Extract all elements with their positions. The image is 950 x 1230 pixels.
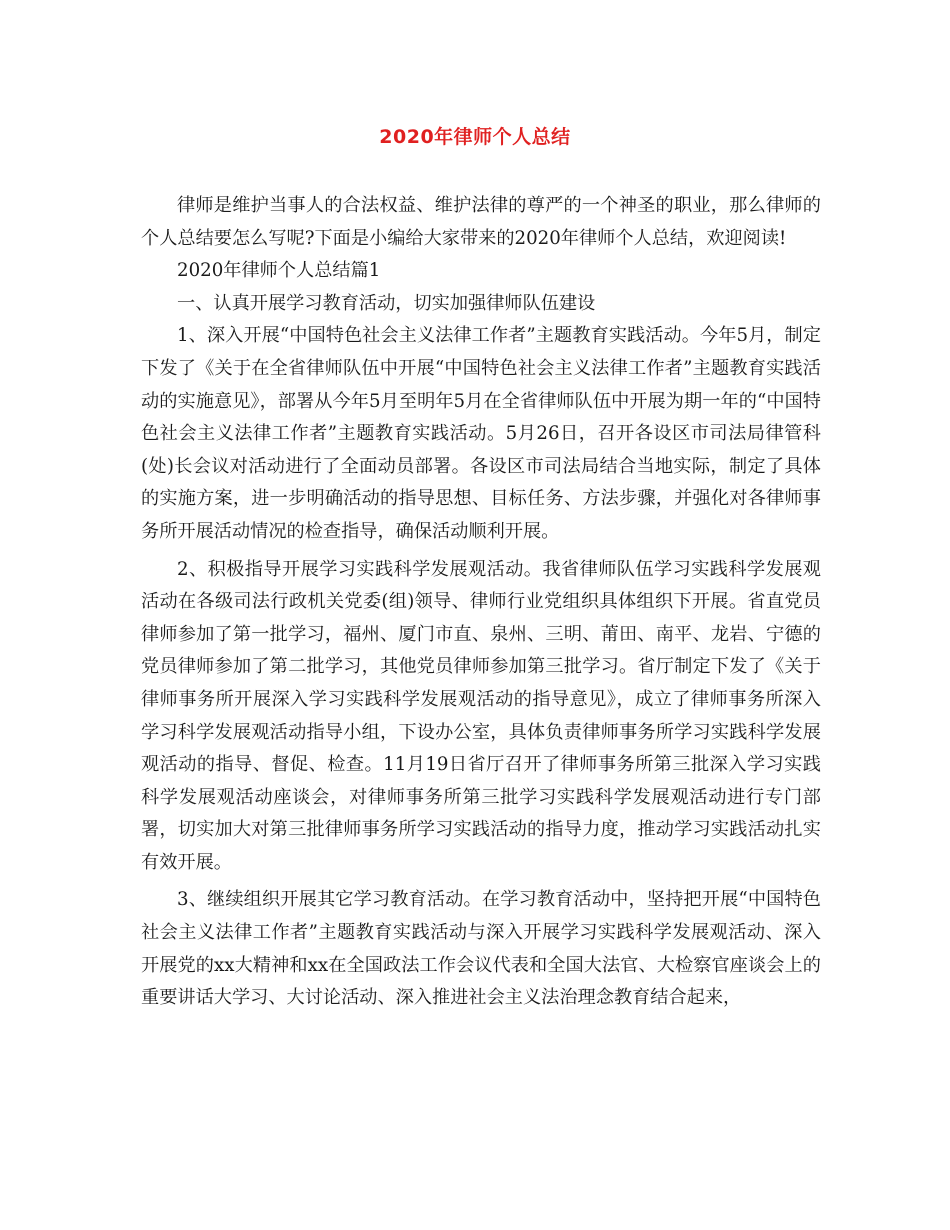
intro-paragraph: 律师是维护当事人的合法权益、维护法律的尊严的一个神圣的职业，那么律师的个人总结要怎么写呢?下面是小编给大家带来的2020年律师个人总结，欢迎阅读! bbox=[141, 195, 821, 249]
document-body bbox=[141, 190, 821, 1015]
document-title: 2020年律师个人总结 bbox=[379, 126, 571, 148]
paragraph-item-2: 2、积极指导开展学习实践科学发展观活动。我省律师队伍学习实践科学发展观活动在各级司法行政机关党委(组)领导、律师行业党组织具体组织下开展。省直党员律师参加了第一批学习，福州、厦门市直、泉州、三明、莆田、南平、龙岩、宁德的党员律师参加了第二批学习，其他党员律师参加第三批学习。省厅制定下发了《关于律师事务所开展深入学习实践科学发展观活动的指导意见》，成立了律师事务所深入学习科学发展观活动指导小组，下设办公室，具体负责律师事务所学习实践科学发展观活动的指导、督促、检查。11月19日省厅召开了律师事务所第三批深入学习实践科学发展观活动座谈会，对律师事务所第三批学习实践科学发展观活动进行专门部署，切实加大对第三批律师事务所学习实践活动的指导力度，推动学习实践活动扎实有效开展。 bbox=[141, 558, 821, 873]
subsection-heading: 一、认真开展学习教育活动，切实加强律师队伍建设 bbox=[177, 292, 596, 314]
paragraph-item-3: 3、继续组织开展其它学习教育活动。在学习教育活动中，坚持把开展“中国特色社会主义法律工作者”主题教育实践活动与深入开展学习实践科学发展观活动、深入开展党的xx大精神和xx在全国政法工作会议代表和全国大法官、大检察官座谈会上的重要讲话大学习、大讨论活动、深入推进社会主义法治理念教育结合起来， bbox=[141, 889, 821, 1009]
paragraph-item-1: 1、深入开展“中国特色社会主义法律工作者”主题教育实践活动。今年5月，制定下发了《关于在全省律师队伍中开展“中国特色社会主义法律工作者”主题教育实践活动的实施意见》，部署从今年5月至明年5月在全省律师队伍中开展为期一年的“中国特色社会主义法律工作者”主题教育实践活动。5月26日，召开各设区市司法局律管科(处)长会议对活动进行了全面动员部署。各设区市司法局结合当地实际，制定了具体的实施方案，进一步明确活动的指导思想、目标任务、方法步骤，并强化对各律师事务所开展活动情况的检查指导，确保活动顺利开展。 bbox=[141, 325, 821, 542]
section-heading: 2020年律师个人总结篇1 bbox=[177, 260, 381, 282]
